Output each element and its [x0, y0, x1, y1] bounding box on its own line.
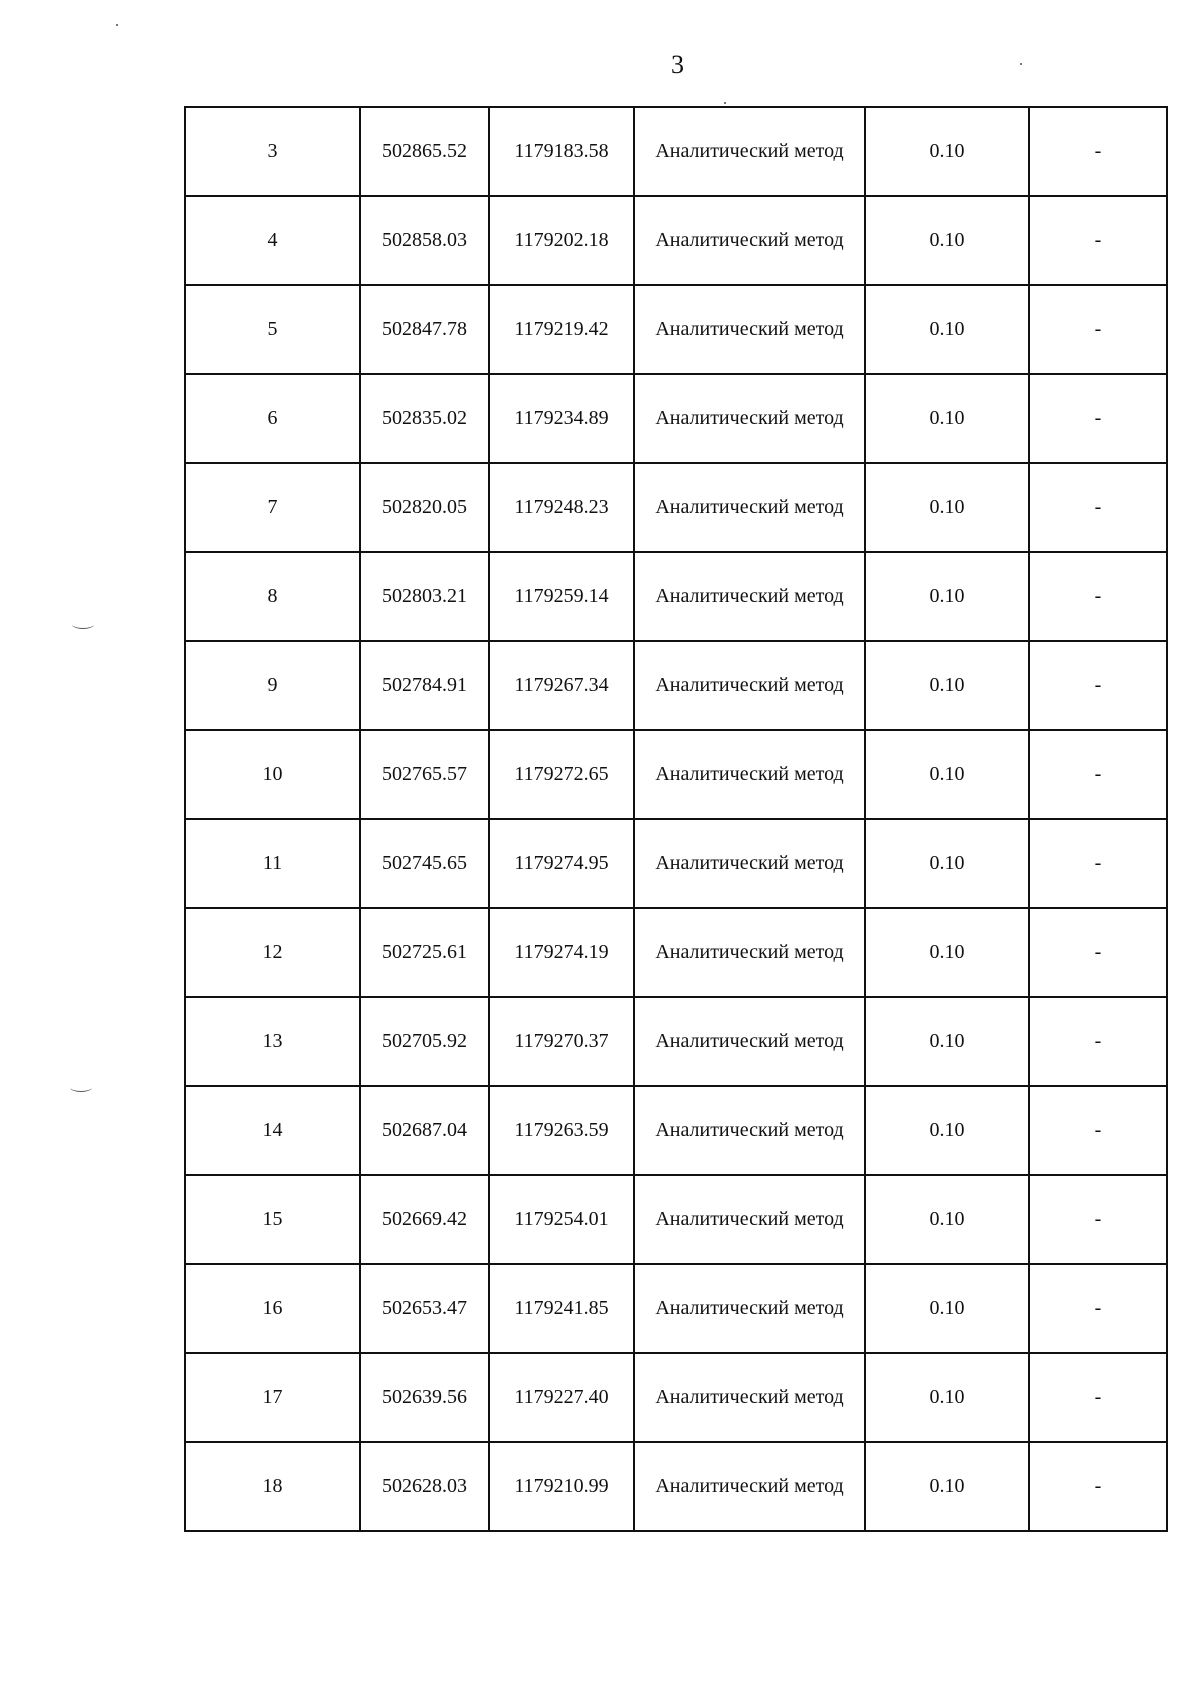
method-cell: Аналитический метод	[634, 374, 865, 463]
y-coordinate-cell: 1179219.42	[489, 285, 634, 374]
description-cell: -	[1029, 730, 1167, 819]
table-row	[185, 1175, 1167, 1264]
coordinates-table-body	[185, 107, 1167, 1531]
description-cell: -	[1029, 1353, 1167, 1442]
point-number-cell: 17	[185, 1353, 360, 1442]
x-coordinate-cell: 502628.03	[360, 1442, 489, 1531]
method-cell: Аналитический метод	[634, 1086, 865, 1175]
description-cell: -	[1029, 819, 1167, 908]
method-cell: Аналитический метод	[634, 552, 865, 641]
coordinates-table	[184, 106, 1168, 1532]
table-row	[185, 1264, 1167, 1353]
table-row	[185, 997, 1167, 1086]
accuracy-cell: 0.10	[865, 1175, 1029, 1264]
x-coordinate-cell: 502820.05	[360, 463, 489, 552]
y-coordinate-cell: 1179274.95	[489, 819, 634, 908]
description-cell: -	[1029, 1264, 1167, 1353]
y-coordinate-cell: 1179202.18	[489, 196, 634, 285]
table-row	[185, 908, 1167, 997]
point-number-cell: 16	[185, 1264, 360, 1353]
y-coordinate-cell: 1179270.37	[489, 997, 634, 1086]
x-coordinate-cell: 502784.91	[360, 641, 489, 730]
scan-artifact-mark	[70, 1083, 92, 1092]
table-row	[185, 641, 1167, 730]
method-cell: Аналитический метод	[634, 1175, 865, 1264]
y-coordinate-cell: 1179263.59	[489, 1086, 634, 1175]
page-number: 3	[671, 50, 684, 79]
x-coordinate-cell: 502705.92	[360, 997, 489, 1086]
method-cell: Аналитический метод	[634, 997, 865, 1086]
y-coordinate-cell: 1179254.01	[489, 1175, 634, 1264]
point-number-cell: 10	[185, 730, 360, 819]
description-cell: -	[1029, 374, 1167, 463]
description-cell: -	[1029, 196, 1167, 285]
y-coordinate-cell: 1179267.34	[489, 641, 634, 730]
point-number-cell: 7	[185, 463, 360, 552]
description-cell: -	[1029, 641, 1167, 730]
accuracy-cell: 0.10	[865, 552, 1029, 641]
accuracy-cell: 0.10	[865, 285, 1029, 374]
description-cell: -	[1029, 285, 1167, 374]
accuracy-cell: 0.10	[865, 908, 1029, 997]
x-coordinate-cell: 502765.57	[360, 730, 489, 819]
accuracy-cell: 0.10	[865, 997, 1029, 1086]
point-number-cell: 6	[185, 374, 360, 463]
y-coordinate-cell: 1179248.23	[489, 463, 634, 552]
table-row	[185, 1086, 1167, 1175]
point-number-cell: 9	[185, 641, 360, 730]
table-row	[185, 107, 1167, 196]
point-number-cell: 3	[185, 107, 360, 196]
y-coordinate-cell: 1179259.14	[489, 552, 634, 641]
point-number-cell: 4	[185, 196, 360, 285]
description-cell: -	[1029, 997, 1167, 1086]
method-cell: Аналитический метод	[634, 641, 865, 730]
table-row	[185, 1353, 1167, 1442]
y-coordinate-cell: 1179183.58	[489, 107, 634, 196]
scan-speck	[116, 24, 118, 26]
method-cell: Аналитический метод	[634, 107, 865, 196]
table-row	[185, 463, 1167, 552]
x-coordinate-cell: 502803.21	[360, 552, 489, 641]
y-coordinate-cell: 1179210.99	[489, 1442, 634, 1531]
x-coordinate-cell: 502725.61	[360, 908, 489, 997]
method-cell: Аналитический метод	[634, 1264, 865, 1353]
accuracy-cell: 0.10	[865, 641, 1029, 730]
description-cell: -	[1029, 908, 1167, 997]
method-cell: Аналитический метод	[634, 908, 865, 997]
scan-speck	[724, 102, 726, 104]
accuracy-cell: 0.10	[865, 1442, 1029, 1531]
method-cell: Аналитический метод	[634, 463, 865, 552]
y-coordinate-cell: 1179272.65	[489, 730, 634, 819]
y-coordinate-cell: 1179234.89	[489, 374, 634, 463]
y-coordinate-cell: 1179227.40	[489, 1353, 634, 1442]
table-row	[185, 819, 1167, 908]
method-cell: Аналитический метод	[634, 285, 865, 374]
accuracy-cell: 0.10	[865, 730, 1029, 819]
table-row	[185, 374, 1167, 463]
scan-artifact-mark	[72, 620, 94, 629]
point-number-cell: 18	[185, 1442, 360, 1531]
accuracy-cell: 0.10	[865, 107, 1029, 196]
method-cell: Аналитический метод	[634, 1353, 865, 1442]
description-cell: -	[1029, 1086, 1167, 1175]
point-number-cell: 13	[185, 997, 360, 1086]
description-cell: -	[1029, 1442, 1167, 1531]
x-coordinate-cell: 502669.42	[360, 1175, 489, 1264]
x-coordinate-cell: 502847.78	[360, 285, 489, 374]
method-cell: Аналитический метод	[634, 730, 865, 819]
description-cell: -	[1029, 463, 1167, 552]
x-coordinate-cell: 502835.02	[360, 374, 489, 463]
table-row	[185, 285, 1167, 374]
description-cell: -	[1029, 552, 1167, 641]
accuracy-cell: 0.10	[865, 819, 1029, 908]
table-row	[185, 196, 1167, 285]
table-row	[185, 1442, 1167, 1531]
method-cell: Аналитический метод	[634, 1442, 865, 1531]
accuracy-cell: 0.10	[865, 196, 1029, 285]
x-coordinate-cell: 502858.03	[360, 196, 489, 285]
x-coordinate-cell: 502639.56	[360, 1353, 489, 1442]
x-coordinate-cell: 502687.04	[360, 1086, 489, 1175]
description-cell: -	[1029, 1175, 1167, 1264]
accuracy-cell: 0.10	[865, 463, 1029, 552]
table-row	[185, 552, 1167, 641]
y-coordinate-cell: 1179241.85	[489, 1264, 634, 1353]
x-coordinate-cell: 502865.52	[360, 107, 489, 196]
accuracy-cell: 0.10	[865, 374, 1029, 463]
method-cell: Аналитический метод	[634, 196, 865, 285]
description-cell: -	[1029, 107, 1167, 196]
accuracy-cell: 0.10	[865, 1353, 1029, 1442]
x-coordinate-cell: 502653.47	[360, 1264, 489, 1353]
point-number-cell: 14	[185, 1086, 360, 1175]
point-number-cell: 8	[185, 552, 360, 641]
point-number-cell: 12	[185, 908, 360, 997]
accuracy-cell: 0.10	[865, 1264, 1029, 1353]
table-row	[185, 730, 1167, 819]
accuracy-cell: 0.10	[865, 1086, 1029, 1175]
point-number-cell: 11	[185, 819, 360, 908]
point-number-cell: 15	[185, 1175, 360, 1264]
point-number-cell: 5	[185, 285, 360, 374]
x-coordinate-cell: 502745.65	[360, 819, 489, 908]
y-coordinate-cell: 1179274.19	[489, 908, 634, 997]
method-cell: Аналитический метод	[634, 819, 865, 908]
scan-speck	[1020, 63, 1022, 65]
